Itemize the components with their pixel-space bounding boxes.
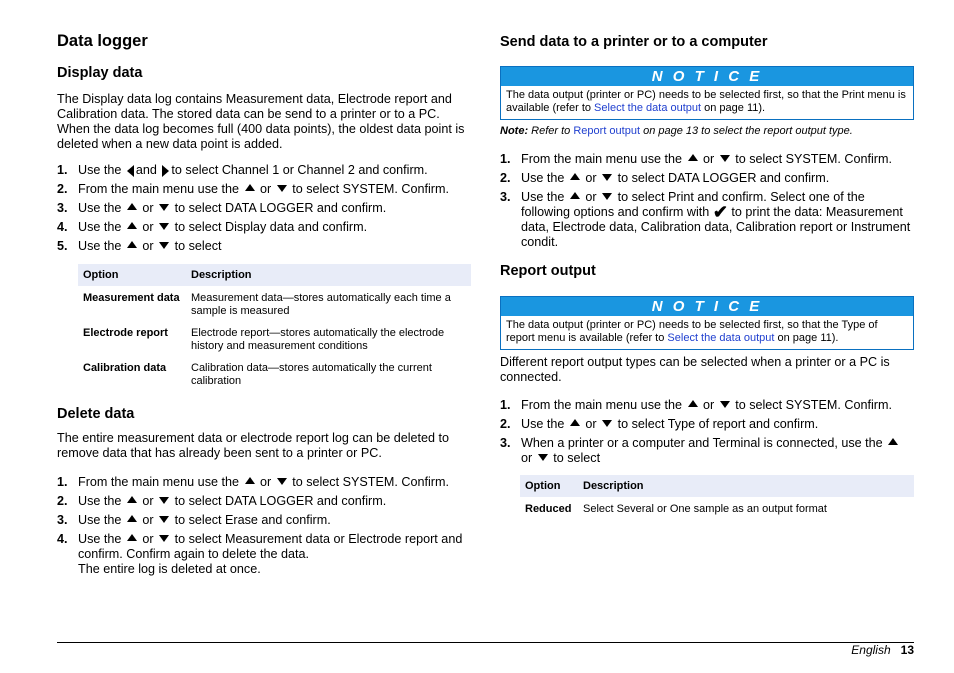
table-header-row xyxy=(520,475,914,497)
up-triangle-icon xyxy=(245,184,255,191)
select-data-output-link[interactable]: Select the data output xyxy=(667,332,775,344)
table-row: Electrode report Electrode report—stores automatically the electrode history and measurement conditions xyxy=(83,327,445,352)
page-footer xyxy=(851,643,914,657)
table-header-row xyxy=(78,264,471,286)
notice-title: N O T I C E xyxy=(501,297,913,316)
down-triangle-icon xyxy=(602,420,612,427)
list-item: 1. Use the and to select Channel 1 or Channel 2 and confirm. xyxy=(57,163,428,177)
down-triangle-icon xyxy=(159,516,169,523)
report-output-heading: Report output xyxy=(500,263,596,279)
down-triangle-icon xyxy=(159,204,169,211)
list-item: 4. Use the or to select Display data and confirm. xyxy=(57,220,368,234)
delete-data-steps xyxy=(57,475,471,581)
table-header-option: Option xyxy=(78,264,186,286)
page-title: Data logger xyxy=(57,32,148,50)
display-data-heading: Display data xyxy=(57,65,143,81)
up-triangle-icon xyxy=(570,192,580,199)
list-item: 4. Use the or to select Measurement data or Electrode report and confirm. Confirm again to delete the data. The entire log is deleted at once. xyxy=(57,532,463,576)
left-triangle-icon xyxy=(127,165,134,177)
up-triangle-icon xyxy=(127,222,137,229)
up-triangle-icon xyxy=(570,173,580,180)
list-item: 3. Use the or to select Print and confirm. Select one of the following options and confirm with ✔ to print the data: Measurement data, Electrode data, Calibration data, Calibration report or Instrument condit. xyxy=(500,190,911,249)
page-number: 13 xyxy=(900,643,914,657)
up-triangle-icon xyxy=(127,496,137,503)
table-row: Measurement data Measurement data—stores automatically each time a sample is measured xyxy=(83,292,451,317)
list-item: 2. Use the or to select Type of report and confirm. xyxy=(500,417,819,431)
list-item: 2. Use the or to select DATA LOGGER and confirm. xyxy=(57,494,387,508)
up-triangle-icon xyxy=(688,400,698,407)
checkmark-icon: ✔ xyxy=(712,202,728,222)
delete-data-heading: Delete data xyxy=(57,406,135,422)
right-triangle-icon xyxy=(162,165,169,177)
down-triangle-icon xyxy=(602,193,612,200)
up-triangle-icon xyxy=(245,477,255,484)
up-triangle-icon xyxy=(688,154,698,161)
down-triangle-icon xyxy=(720,401,730,408)
down-triangle-icon xyxy=(159,223,169,230)
up-triangle-icon xyxy=(127,515,137,522)
notice-box-send xyxy=(500,66,914,120)
up-triangle-icon xyxy=(127,203,137,210)
notice-text: The data output (printer or PC) needs to be selected first, so that the Print menu is available (refer to Select the data output on page 11). xyxy=(506,89,906,114)
down-triangle-icon xyxy=(538,454,548,461)
down-triangle-icon xyxy=(159,497,169,504)
down-triangle-icon xyxy=(277,478,287,485)
notice-box-report xyxy=(500,296,914,350)
report-output-link[interactable]: Report output xyxy=(573,125,641,137)
up-triangle-icon xyxy=(888,438,898,445)
footer-language: English xyxy=(851,643,891,657)
notice-title: N O T I C E xyxy=(501,67,913,86)
down-triangle-icon xyxy=(720,155,730,162)
list-item: 3. When a printer or a computer and Terminal is connected, use the or to select xyxy=(500,436,914,466)
list-item: 5. Use the or to select xyxy=(57,239,222,253)
select-data-output-link[interactable]: Select the data output xyxy=(594,102,702,114)
up-triangle-icon xyxy=(127,534,137,541)
report-output-paragraph: Different report output types can be selected when a printer or a PC is connected. xyxy=(500,355,890,384)
report-options-table xyxy=(520,475,914,520)
delete-data-paragraph: The entire measurement data or electrode report log can be deleted to remove data that has already been sent to a printer or PC. xyxy=(57,431,450,460)
table-header-description: Description xyxy=(578,475,914,497)
footer-divider xyxy=(57,642,914,643)
up-triangle-icon xyxy=(570,419,580,426)
table-header-option: Option xyxy=(520,475,578,497)
list-item: 1. From the main menu use the or to select SYSTEM. Confirm. xyxy=(57,475,449,489)
list-item: 3. Use the or to select DATA LOGGER and confirm. xyxy=(57,201,387,215)
list-item: 3. Use the or to select Erase and confirm. xyxy=(57,513,331,527)
send-data-steps xyxy=(500,152,914,254)
notice-text: The data output (printer or PC) needs to be selected first, so that the Type of report menu is available (refer to Select the data output on page 11). xyxy=(506,319,878,344)
table-row: Reduced Select Several or One sample as an output format xyxy=(525,503,827,515)
note-text: Note: Refer to Report output on page 13 to select the report output type. xyxy=(500,125,853,137)
display-data-steps xyxy=(57,163,471,258)
send-data-heading: Send data to a printer or to a computer xyxy=(500,34,768,50)
list-item: 2. Use the or to select DATA LOGGER and confirm. xyxy=(500,171,830,185)
down-triangle-icon xyxy=(602,174,612,181)
table-header-description: Description xyxy=(186,264,471,286)
display-options-table xyxy=(78,264,471,392)
up-triangle-icon xyxy=(127,241,137,248)
down-triangle-icon xyxy=(159,242,169,249)
report-output-steps xyxy=(500,398,914,470)
list-item: 1. From the main menu use the or to select SYSTEM. Confirm. xyxy=(500,398,892,412)
down-triangle-icon xyxy=(277,185,287,192)
down-triangle-icon xyxy=(159,535,169,542)
list-item: 1. From the main menu use the or to select SYSTEM. Confirm. xyxy=(500,152,892,166)
list-item: 2. From the main menu use the or to select SYSTEM. Confirm. xyxy=(57,182,449,196)
table-row: Calibration data Calibration data—stores automatically the current calibration xyxy=(83,362,432,387)
display-data-paragraph: The Display data log contains Measurement data, Electrode report and Calibration data. The stored data can be send to a printer or to a PC. When the data log becomes full (400 data points), the oldest data point is deleted when a new data point is added. xyxy=(57,92,465,151)
